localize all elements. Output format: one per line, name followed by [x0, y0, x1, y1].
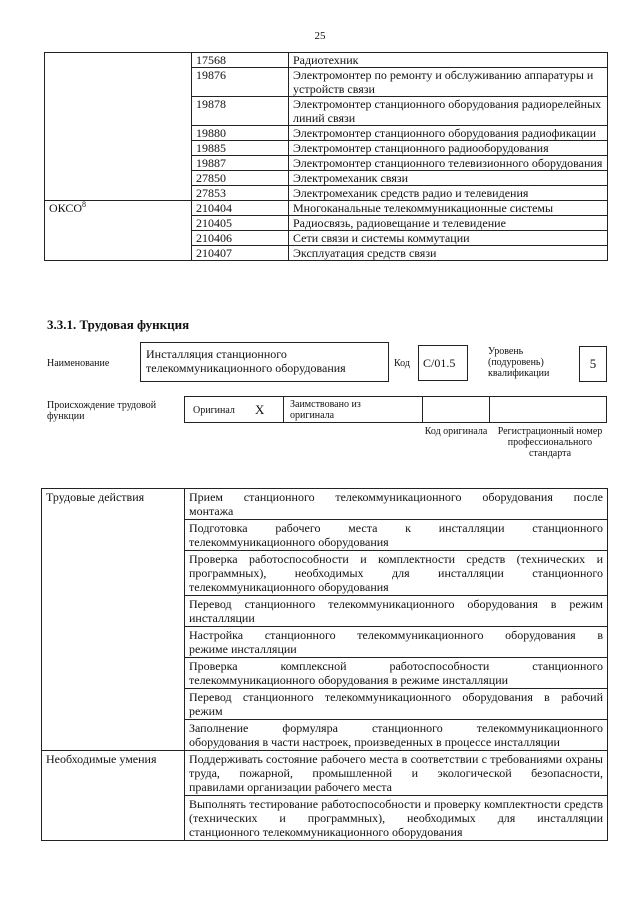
okso-code: 210407 [192, 246, 289, 261]
labor-action-row [42, 627, 608, 658]
classification-name: Электромеханик средств радио и телевидения [289, 186, 608, 201]
classifier-cell [45, 97, 192, 126]
borrowed-cell [284, 397, 423, 422]
okso-code: 210404 [192, 201, 289, 216]
item-line: Выполнять тестирование работоспособности и проверку комплектности средств (технических и программных), необходимых для инсталляции [189, 797, 603, 825]
item-line: Прием станционного телекоммуникационного оборудования после [189, 490, 603, 504]
origin-label: Происхождение трудовой функции [47, 400, 157, 422]
classifier-cell [45, 186, 192, 201]
classification-code: 27853 [192, 186, 289, 201]
origin-code-label: Код оригинала [424, 426, 488, 437]
classification-code: 27850 [192, 171, 289, 186]
item-text [185, 796, 608, 841]
item-line-end: режиме инсталляции [189, 642, 297, 656]
origin-code-cell [423, 397, 490, 422]
page-number: 25 [314, 30, 326, 42]
item-line-end: станционного телекоммуникационного оборудования [189, 825, 463, 839]
item-text [185, 627, 608, 658]
classification-code: 19878 [192, 97, 289, 126]
reg-number-label: Регистрационный номер профессионального стандарта [497, 426, 603, 459]
item-line-end: инсталляции [189, 611, 255, 625]
classification-row [45, 53, 608, 68]
okso-code: 210405 [192, 216, 289, 231]
item-text [185, 751, 608, 796]
okso-name: Сети связи и системы коммутации [289, 231, 608, 246]
classification-code: 19887 [192, 156, 289, 171]
classifier-cell [45, 171, 192, 186]
category-cell [42, 520, 185, 551]
labor-action-row [42, 551, 608, 596]
okso-name: Радиосвязь, радиовещание и телевидение [289, 216, 608, 231]
category-cell [42, 596, 185, 627]
item-line: Перевод станционного телекоммуникационного оборудования в режим [189, 597, 603, 611]
category-cell [42, 796, 185, 841]
item-text [185, 489, 608, 520]
item-line-end: телекоммуникационного оборудования в режиме инсталляции [189, 673, 509, 687]
classifier-cell [45, 156, 192, 171]
classification-code: 17568 [192, 53, 289, 68]
footnote-mark: 8 [82, 200, 87, 209]
function-code: С/01.5 [418, 345, 468, 381]
okso-code: 210406 [192, 231, 289, 246]
classification-name: Электромонтер станционного телевизионного оборудования [289, 156, 608, 171]
item-line: Подготовка рабочего места к инсталляции станционного [189, 521, 603, 535]
okso-row [45, 201, 608, 216]
item-line-end: режим [189, 704, 223, 718]
classification-name: Электромонтер станционного оборудования радиофикации [289, 126, 608, 141]
item-line-end: правилами организации рабочего места [189, 780, 392, 794]
classification-name: Электромонтер по ремонту и обслуживанию аппаратуры и устройств связи [289, 68, 608, 97]
labor-action-row [42, 720, 608, 751]
classification-name: Электромонтер станционного оборудования радиорелейных линий связи [289, 97, 608, 126]
level-label: Уровень (подуровень) квалификации [488, 346, 550, 379]
category-cell [42, 551, 185, 596]
category-cell [42, 720, 185, 751]
classification-code: 19880 [192, 126, 289, 141]
skill-row [42, 751, 608, 796]
category-cell: Трудовые действия [42, 489, 185, 520]
classifier-cell [45, 68, 192, 97]
okso-name: Многоканальные телекоммуникационные системы [289, 201, 608, 216]
classification-table [44, 52, 608, 261]
labor-action-row [42, 596, 608, 627]
function-name: Инсталляция станционного телекоммуникационного оборудования [140, 342, 389, 382]
item-text [185, 596, 608, 627]
classification-row [45, 126, 608, 141]
section-title: 3.3.1. Трудовая функция [47, 317, 190, 332]
classifier-cell [45, 126, 192, 141]
classifier-cell [45, 141, 192, 156]
labor-action-row [42, 489, 608, 520]
labor-table [41, 488, 608, 841]
category-cell [42, 658, 185, 689]
classification-name: Радиотехник [289, 53, 608, 68]
classification-row [45, 186, 608, 201]
classification-name: Электромонтер станционного радиооборудования [289, 141, 608, 156]
item-text [185, 520, 608, 551]
item-text [185, 689, 608, 720]
classification-row [45, 97, 608, 126]
classification-code: 19885 [192, 141, 289, 156]
okso-label [45, 201, 192, 261]
classifier-cell [45, 53, 192, 68]
labor-action-row [42, 689, 608, 720]
item-text [185, 658, 608, 689]
name-label: Наименование [47, 358, 110, 369]
skill-row [42, 796, 608, 841]
okso-text: ОКСО [49, 201, 83, 215]
labor-action-row [42, 658, 608, 689]
original-label: Оригинал [193, 405, 235, 416]
category-cell: Необходимые умения [42, 751, 185, 796]
classification-row [45, 156, 608, 171]
code-label: Код [394, 358, 410, 369]
classification-row [45, 141, 608, 156]
item-line: Перевод станционного телекоммуникационного оборудования в рабочий [189, 690, 603, 704]
labor-action-row [42, 520, 608, 551]
origin-row [184, 396, 607, 423]
item-line: Настройка станционного телекоммуникационного оборудования в [189, 628, 603, 642]
item-line: Проверка работоспособности и комплектности средств (технических и программных), необходимых для инсталляции станционного [189, 552, 603, 580]
item-line: Заполнение формуляра станционного телекоммуникационного [189, 721, 603, 735]
original-mark: X [255, 402, 265, 417]
item-line-end: телекоммуникационного оборудования [189, 580, 389, 594]
borrowed-label: Заимствовано из оригинала [290, 399, 361, 421]
item-line: Проверка комплексной работоспособности станционного [189, 659, 603, 673]
item-line-end: монтажа [189, 504, 234, 518]
item-line: Поддерживать состояние рабочего места в соответствии с требованиями охраны труда, пожарной, промышленной и экологической безопасности, [189, 752, 603, 780]
classification-code: 19876 [192, 68, 289, 97]
original-cell [185, 397, 284, 422]
item-text [185, 720, 608, 751]
category-cell [42, 627, 185, 658]
okso-name: Эксплуатация средств связи [289, 246, 608, 261]
classification-row [45, 171, 608, 186]
classification-name: Электромеханик связи [289, 171, 608, 186]
item-line-end: оборудования в части настроек, произведенных в процессе инсталляции [189, 735, 560, 749]
category-cell [42, 689, 185, 720]
item-text [185, 551, 608, 596]
reg-number-cell [490, 397, 606, 422]
qualification-level: 5 [579, 346, 607, 382]
classification-row [45, 68, 608, 97]
item-line-end: телекоммуникационного оборудования [189, 535, 389, 549]
